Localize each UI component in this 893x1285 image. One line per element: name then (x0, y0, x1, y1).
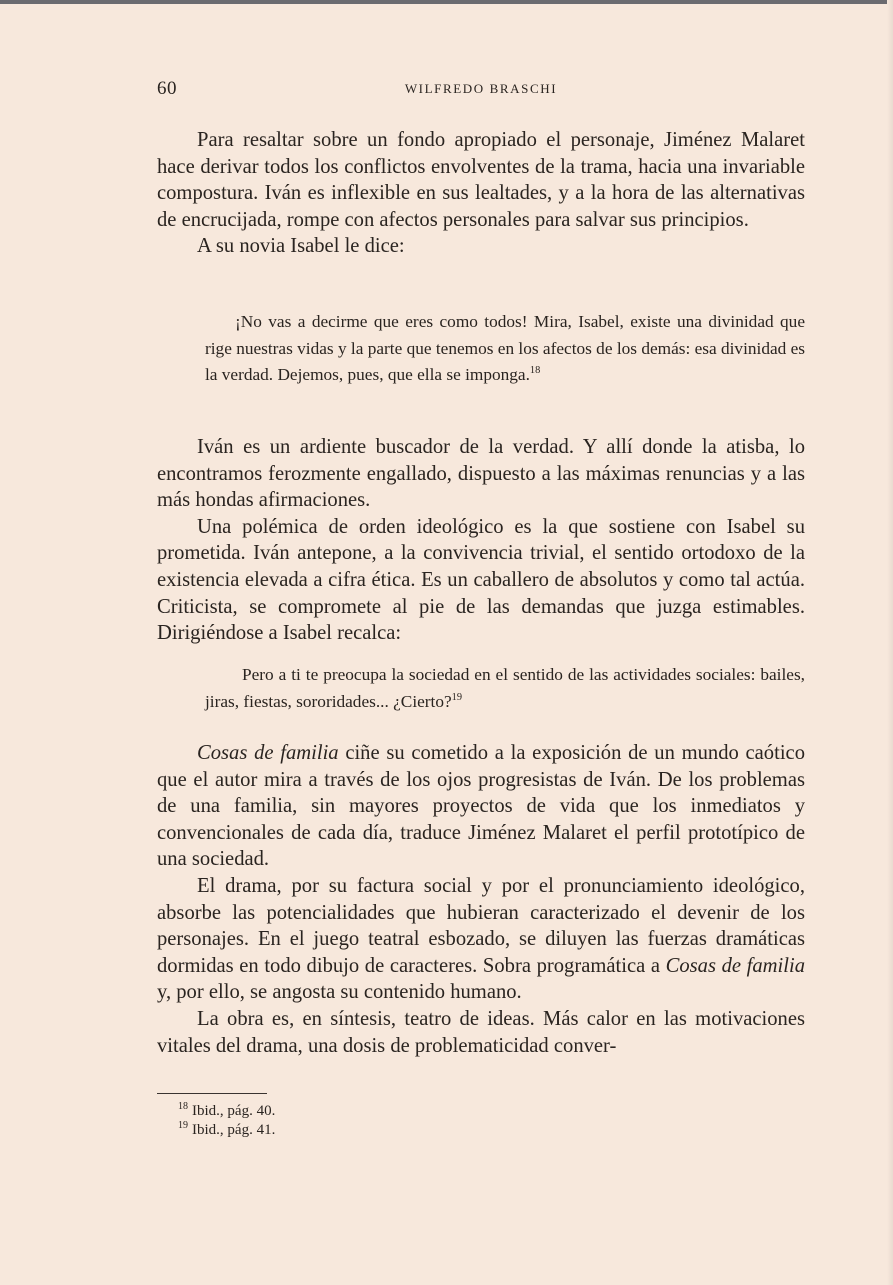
page-header (157, 78, 805, 102)
paragraph-5-text: ciñe su cometido a la exposición de un mundo caótico que el autor mira a través de los ojos progresistas de Iván. De los problemas de una familia, sin mayores proyectos de vida que los inmediatos y convencionales de cada día, traduce Jiménez Malaret el perfil prototípico de una sociedad. (157, 742, 805, 871)
footnote-mark: 19 (178, 1120, 188, 1131)
paragraph-6 (157, 873, 805, 1006)
work-title-1: Cosas de familia (197, 742, 339, 764)
paragraph-7: La obra es, en síntesis, teatro de ideas. Más calor en las motivaciones vitales del drama, una dosis de problematicidad conver- (157, 1007, 805, 1057)
paragraph-6-text-a: El drama, por su factura social y por el pronunciamiento ideológico, absorbe las potencialidades que hubieran caracterizado el devenir de los personajes. En el juego teatral esbozado, se diluyen las fuerzas dramáticas dormidas en todo dibujo de caracteres. Sobra programática a (157, 874, 805, 977)
body-section-1 (157, 127, 805, 260)
body-section-3 (157, 740, 805, 1059)
paragraph-4: Una polémica de orden ideológico es la que sostiene con Isabel su prometida. Iván antepone, a la convivencia trivial, el sentido ortodoxo de la existencia elevada a cifra ética. Es un caballero de absolutos y como tal actúa. Criticista, se compromete al pie de las demandas que juzga estimables. Dirigiéndose a Isabel recalca: (157, 515, 805, 645)
footnote-mark: 18 (178, 1101, 188, 1112)
footnote-ref-18: 18 (529, 365, 541, 377)
footnote-text: Ibid., pág. 40. (192, 1103, 276, 1119)
paragraph-3: Iván es un ardiente buscador de la verdad. Y allí donde la atisba, lo encontramos ferozmente engallado, dispuesto a las máximas renuncias y a las más hondas afirmaciones. (157, 436, 805, 512)
page-number: 60 (157, 78, 177, 99)
paragraph-2: A su novia Isabel le dice: (197, 235, 405, 258)
block-quote-1-text: ¡No vas a decirme que eres como todos! Mira, Isabel, existe una divinidad que rige nuestras vidas y la parte que tenemos en los afectos de los demás: esa divinidad es la verdad. Dejemos, pues, que ella se imponga. (205, 312, 805, 384)
footnote-text: Ibid., pág. 41. (192, 1122, 276, 1138)
footnote-18 (178, 1102, 275, 1121)
paragraph-6-text-b: y, por ello, se angosta su contenido humano. (157, 981, 522, 1004)
footnote-ref-19: 19 (451, 691, 463, 703)
paragraph-5 (157, 740, 805, 873)
paragraph-1: Para resaltar sobre un fondo apropiado el personaje, Jiménez Malaret hace derivar todos los conflictos envolventes de la trama, hacia una invariable compostura. Iván es inflexible en sus lealtades, y a la hora de las alternativas de encrucijada, rompe con afectos personales para salvar sus principios. (157, 129, 805, 231)
footnotes (178, 1102, 275, 1140)
block-quote-2 (205, 662, 805, 715)
footnote-divider (157, 1093, 267, 1094)
work-title-2: Cosas de familia (665, 954, 805, 977)
footnote-19 (178, 1121, 275, 1140)
block-quote-2-text: Pero a ti te preocupa la sociedad en el sentido de las actividades sociales: bailes, jiras, fiestas, sororidades... ¿Cierto? (205, 665, 805, 711)
body-section-2 (157, 434, 805, 647)
running-head: WILFREDO BRASCHI (404, 81, 558, 96)
block-quote-1 (205, 309, 805, 389)
